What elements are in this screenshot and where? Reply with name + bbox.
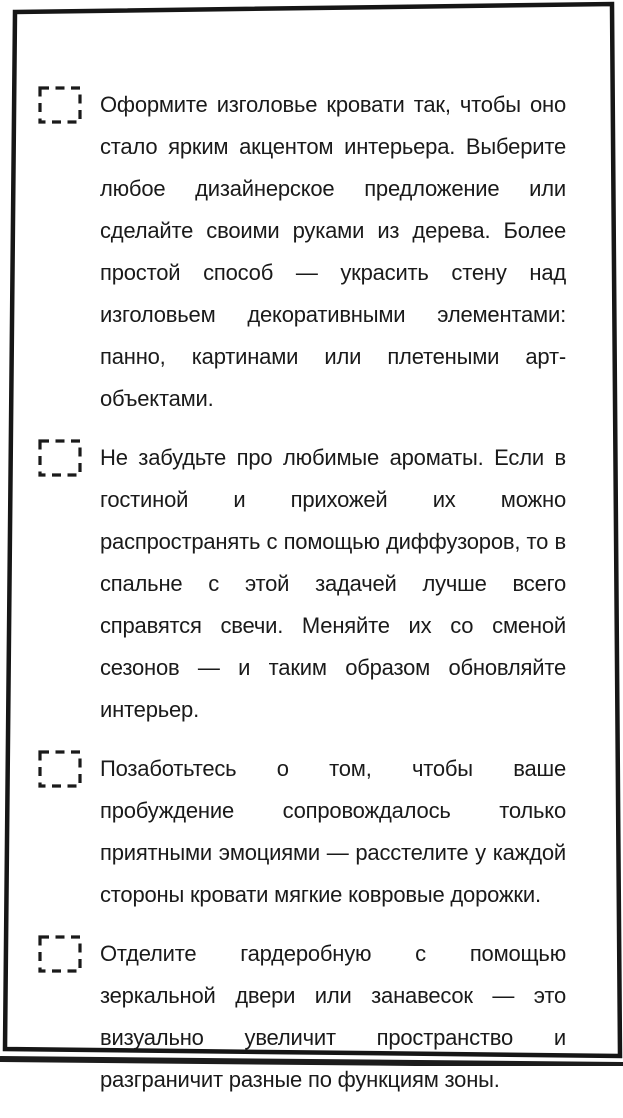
checklist-item	[38, 437, 566, 731]
dashed-checkbox-icon	[38, 935, 82, 973]
checklist-item-text: Отделите гардеробную с помощью зеркальной двери или занавесок — это визуально увеличит пространство и разграничит разные по функциям зоны.	[100, 941, 566, 1092]
checklist-item	[38, 933, 566, 1101]
checklist-item-text: Не забудьте про любимые ароматы. Если в гостиной и прихожей их можно распространять с помощью диффузоров, то в спальне с этой задачей лучше всего справятся свечи. Меняйте их со сменой сезонов — и таким образом обновляйте интерьер.	[100, 445, 566, 722]
checkbox-unchecked[interactable]	[38, 439, 82, 477]
checklist	[38, 84, 566, 1118]
checklist-item	[38, 84, 566, 420]
checkbox-unchecked[interactable]	[38, 935, 82, 973]
checkbox-unchecked[interactable]	[38, 750, 82, 788]
checklist-item-text: Оформите изголовье кровати так, чтобы оно стало ярким акцентом интерьера. Выберите любое дизайнерское предложение или сделайте своими руками из дерева. Более простой способ — украсить стену над изголовьем декоративными элементами: панно, картинами или плетеными арт-объектами.	[100, 92, 566, 411]
dashed-checkbox-icon	[38, 86, 82, 124]
dashed-checkbox-icon	[38, 439, 82, 477]
checklist-item	[38, 748, 566, 916]
checklist-item-text: Позаботьтесь о том, чтобы ваше пробуждение сопровождалось только приятными эмоциями — расстелите у каждой стороны кровати мягкие ковровые дорожки.	[100, 756, 566, 907]
checkbox-unchecked[interactable]	[38, 86, 82, 124]
dashed-checkbox-icon	[38, 750, 82, 788]
